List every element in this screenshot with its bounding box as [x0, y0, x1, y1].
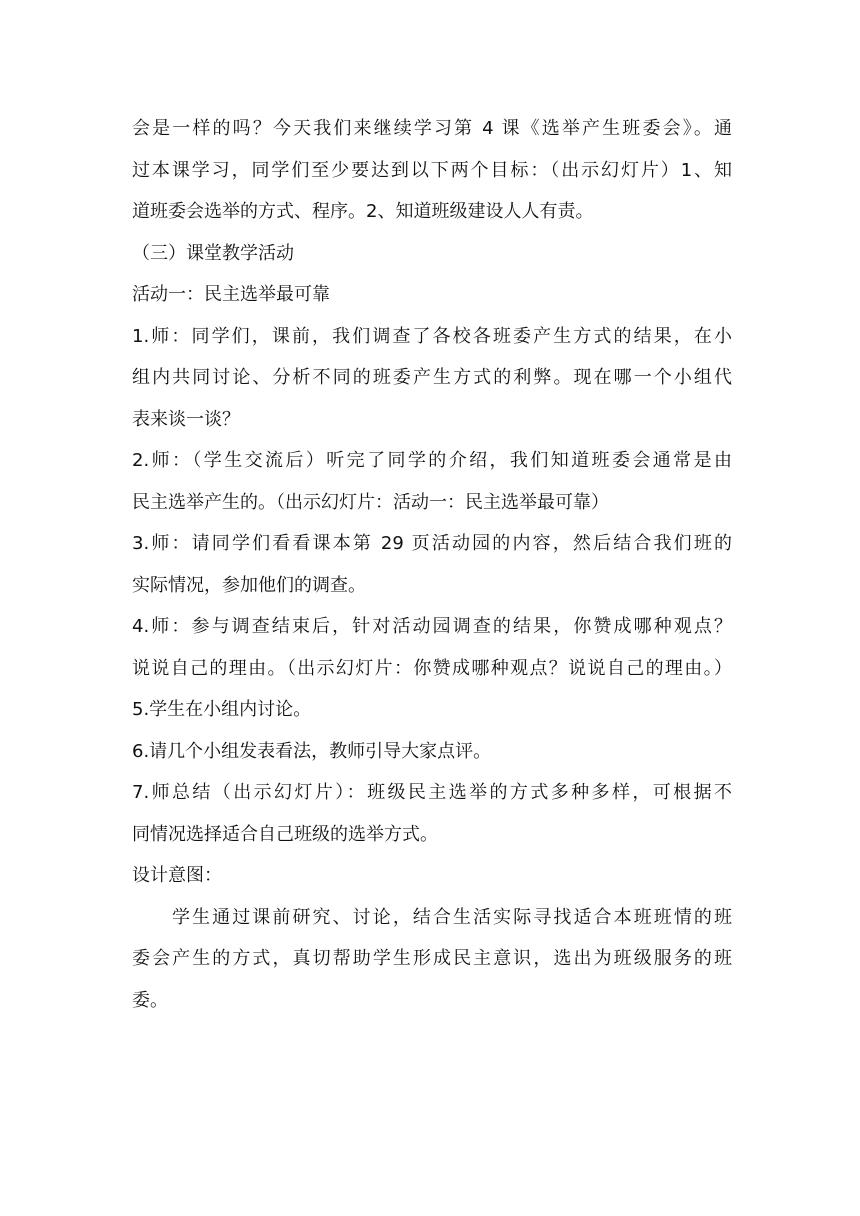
section-heading: （三）课堂教学活动: [132, 242, 294, 264]
paragraph-line: 同情况选择适合自己班级的选举方式。: [132, 823, 438, 845]
paragraph-line: 委。: [132, 989, 168, 1011]
paragraph-line: 1.师：同学们，课前，我们调查了各校各班委产生方式的结果，在小: [132, 325, 732, 347]
paragraph-line: 实际情况，参加他们的调查。: [132, 574, 366, 596]
paragraph-line: 4.师：参与调查结束后，针对活动园调查的结果，你赞成哪种观点？: [132, 616, 732, 637]
paragraph-line: 表来谈一谈？: [132, 408, 240, 430]
paragraph-line: 5.学生在小组内讨论。: [132, 699, 312, 720]
document-body: [132, 108, 732, 1021]
paragraph-line: 7.师总结（出示幻灯片）：班级民主选举的方式多种多样，可根据不: [132, 782, 732, 803]
paragraph-line: 委会产生的方式，真切帮助学生形成民主意识，选出为班级服务的班: [132, 948, 732, 969]
paragraph-line: 组内共同讨论、分析不同的班委产生方式的利弊。现在哪一个小组代: [132, 367, 732, 388]
paragraph-line: 过本课学习，同学们至少要达到以下两个目标：（出示幻灯片）1、知: [132, 159, 732, 181]
paragraph-line: 会是一样的吗？今天我们来继续学习第 4 课《选举产生班委会》。通: [132, 118, 732, 139]
paragraph-line: 民主选举产生的。（出示幻灯片：活动一：民主选举最可靠）: [132, 491, 609, 513]
paragraph-line: 说说自己的理由。（出示幻灯片：你赞成哪种观点？说说自己的理由。）: [132, 657, 732, 679]
design-intent-heading: 设计意图：: [132, 865, 222, 886]
activity-heading: 活动一：民主选举最可靠: [132, 284, 330, 305]
paragraph-line: 道班委会选举的方式、程序。2、知道班级建设人人有责。: [132, 201, 594, 222]
paragraph-line: 学生通过课前研究、讨论，结合生活实际寻找适合本班班情的班: [172, 906, 732, 928]
paragraph-line: 3.师：请同学们看看课本第 29 页活动园的内容，然后结合我们班的: [132, 533, 732, 554]
paragraph-line: 6.请几个小组发表看法，教师引导大家点评。: [132, 740, 492, 762]
paragraph-line: 2.师：（学生交流后）听完了同学的介绍，我们知道班委会通常是由: [132, 450, 732, 471]
